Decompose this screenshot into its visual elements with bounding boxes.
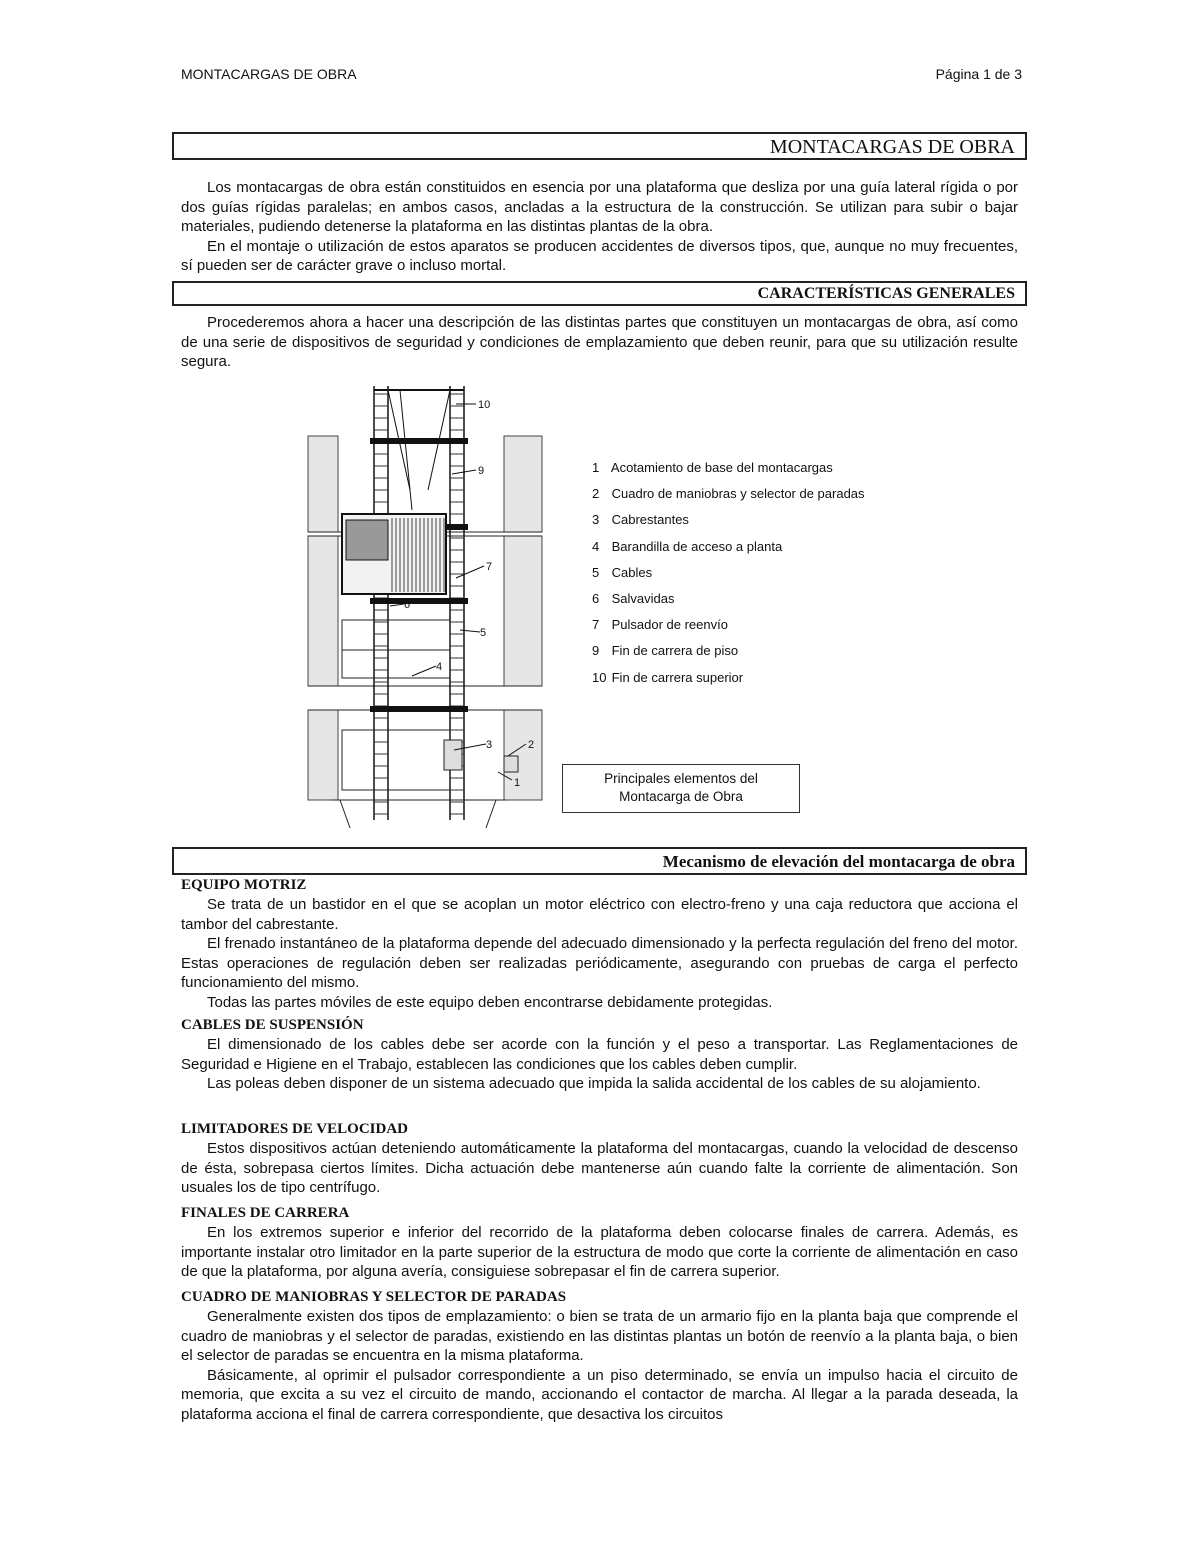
legend-label: Fin de carrera de piso [608,643,739,659]
legend-item [592,615,865,641]
legend-number: 4 [592,538,600,554]
limitadores-text [181,1139,1018,1198]
base-enclosure [330,740,521,828]
equipo-motriz-text [181,895,1018,1012]
legend-number: 5 [592,564,600,580]
body-paragraph: Generalmente existen dos tipos de emplazamiento: o bien se trata de un armario fijo en la planta baja que comprende el cuadro de maniobras y el selector de paradas, existiendo en las distintas plantas un botón de reenvío a la planta baja, o bien el selector de paradas se encuentra en la misma plataforma. [181,1308,1018,1364]
general-text [181,313,1018,372]
legend-number: 10 [592,669,607,685]
cuadro-text [181,1307,1018,1424]
callout-number: 3 [486,739,493,751]
body-paragraph: Básicamente, al oprimir el pulsador correspondiente a un piso determinado, se envía un impulso hacia el circuito de memoria, que excita a su vez el circuito de mando, accionando el contactor de marcha. Al llegar a la parada deseada, la plataforma acciona el final de carrera correspondiente, que desactiva los circuitos [181,1366,1018,1423]
legend-item [592,563,865,589]
callout-number: 1 [514,777,521,789]
legend-number: 9 [592,643,600,659]
document-title: MONTACARGAS DE OBRA [172,132,1027,160]
legend-number: 6 [592,590,600,606]
body-paragraph: Las poleas deben disponer de un sistema adecuado que impida la salida accidental de los cables de su alojamiento. [207,1075,981,1092]
caption-line: Principales elementos del [604,771,758,786]
general-paragraph: Procederemos ahora a hacer una descripción de las distintas partes que constituyen un montacargas de obra, así como de una serie de dispositivos de seguridad y condiciones de emplazamiento que deben reunir, para que su utilización resulte segura. [181,314,1018,370]
legend-label: Cuadro de maniobras y selector de paradas [608,486,865,502]
callout-number: 4 [436,661,443,673]
legend-number: 3 [592,512,600,528]
section-title-mechanism: Mecanismo de elevación del montacarga de obra [172,847,1027,875]
intro-paragraph: Los montacargas de obra están constituidos en esencia por una plataforma que desliza por una guía lateral rígida o por dos guías rígidas paralelas; en ambos casos, ancladas a la estructura de la construcción. Se utilizan para subir o bajar materiales, pudiendo detenerse la plataforma en las distintas plantas de la obra. [181,179,1018,235]
legend-item [592,641,865,667]
callout-number: 5 [480,627,487,639]
intro-paragraph: En el montaje o utilización de estos aparatos se producen accidentes de diversos tipos, que, aunque no muy frecuentes, sí pueden ser de carácter grave o incluso mortal. [181,237,1018,274]
body-paragraph: El dimensionado de los cables debe ser acorde con la función y el peso a transportar. Las Reglamentaciones de Seguridad e Higiene en el Trabajo, establecen las condiciones que los cables deben cumplir. [181,1036,1018,1073]
legend-number: 1 [592,460,600,475]
subheading-cuadro: CUADRO DE MANIOBRAS Y SELECTOR DE PARADAS [181,1289,567,1305]
legend-item [592,458,865,484]
caption-line: Montacarga de Obra [619,789,743,804]
page-number: Página 1 de 3 [935,66,1022,82]
cables-text [181,1035,1018,1094]
intro-text [181,178,1018,276]
section-title-general: CARACTERÍSTICAS GENERALES [172,281,1027,306]
legend-label: Acotamiento de base del montacargas [608,460,833,475]
callout-number: 10 [478,399,491,411]
landing-frames [342,620,450,790]
legend-label: Cabrestantes [608,512,689,528]
legend-number: 7 [592,617,600,633]
legend-label: Pulsador de reenvío [608,617,728,633]
callout-number: 2 [528,739,535,751]
legend-number: 2 [592,486,600,502]
subheading-finales: FINALES DE CARRERA [181,1205,350,1221]
body-paragraph: Se trata de un bastidor en el que se acoplan un motor eléctrico con electro-freno y una caja reductora que acciona el tambor del cabrestante. [181,896,1018,933]
callout-number: 9 [478,465,485,477]
building-wall-left [308,436,338,800]
legend-label: Cables [608,564,653,580]
body-paragraph: El frenado instantáneo de la plataforma depende del adecuado dimensionado y la perfecta regulación del freno del motor. Estas operaciones de regulación deben ser realizadas periódicamente, asegurando con pruebas de carga el perfecto funcionamiento del mismo. [181,935,1018,991]
callout-number: 7 [486,561,493,573]
legend-item [592,589,865,615]
subheading-limitadores: LIMITADORES DE VELOCIDAD [181,1121,408,1137]
legend-item [592,484,865,510]
body-paragraph: En los extremos superior e inferior del recorrido de la plataforma deben colocarse finales de carrera. Además, es importante instalar otro limitador en la parte superior de la estructura de modo que corte la corriente de alimentación en caso de que la plataforma, por alguna avería, consiguiese sobrepasar el fin de carrera superior. [181,1224,1018,1280]
legend-item [592,510,865,536]
legend-item [592,537,865,563]
body-paragraph: Estos dispositivos actúan deteniendo automáticamente la plataforma del montacargas, cuando la velocidad de descenso de ésta, sobrepasa ciertos límites. Dicha actuación debe mantenerse aún cuando falte la corriente de alimentación. Son usuales los de tipo centrífugo. [181,1140,1018,1196]
legend-label: Salvavidas [608,590,675,606]
running-header-title: MONTACARGAS DE OBRA [181,66,357,82]
callout-number: 6 [404,599,411,611]
legend-item [592,668,865,694]
legend-label: Barandilla de acceso a planta [608,538,783,554]
finales-text [181,1223,1018,1282]
body-paragraph: Todas las partes móviles de este equipo deben encontrarse debidamente protegidas. [207,993,773,1011]
legend-label: Fin de carrera superior [608,669,744,685]
figure-legend [592,458,865,694]
figure-caption [562,764,800,813]
subheading-cables: CABLES DE SUSPENSIÓN [181,1017,364,1033]
subheading-equipo-motriz: EQUIPO MOTRIZ [181,877,307,893]
platform-cage [342,514,446,594]
hoist-diagram [300,380,552,832]
